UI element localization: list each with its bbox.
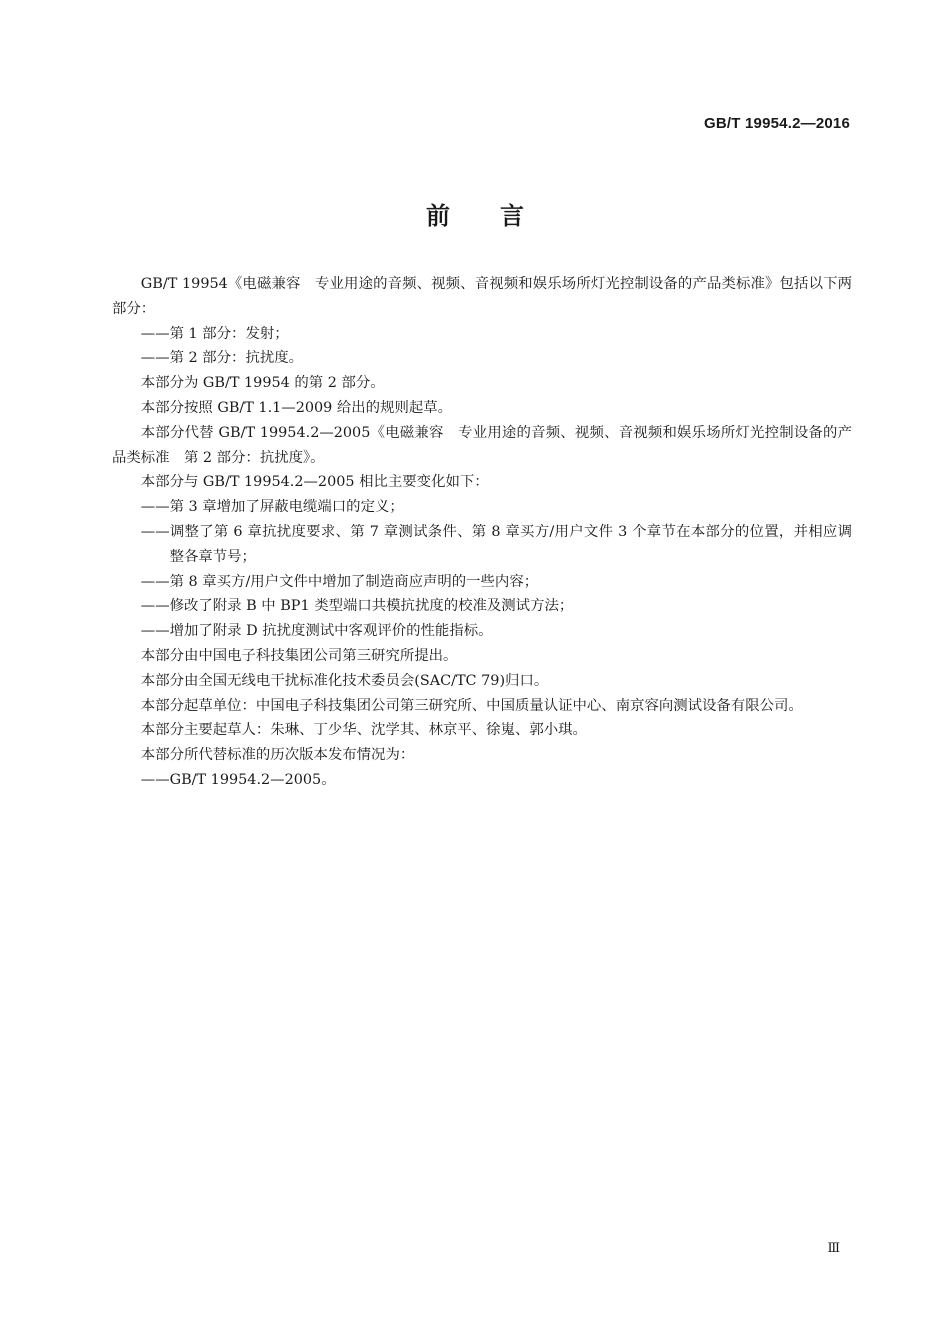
- list-item: ——第 8 章买方/用户文件中增加了制造商应声明的一些内容；: [140, 573, 539, 590]
- paragraph: 本部分由全国无线电干扰标准化技术委员会(SAC/TC 79)归口。: [140, 672, 549, 689]
- paragraph: 本部分代替 GB/T 19954.2—2005《电磁兼容 专业用途的音频、视频、音视频和娱乐场所灯光控制设备的产品类标准 第 2 部分：抗扰度》。: [112, 424, 852, 466]
- list-item: ——调整了第 6 章抗扰度要求、第 7 章测试条件、第 8 章买方/用户文件 3 个章节在本部分的位置，并相应调整各章节号；: [140, 523, 852, 565]
- foreword-body: [112, 272, 852, 793]
- list-item: ——修改了附录 B 中 BP1 类型端口共模抗扰度的校准及测试方法；: [140, 598, 574, 615]
- list-item: ——增加了附录 D 抗扰度测试中客观评价的性能指标。: [140, 623, 493, 640]
- paragraph: 本部分所代替标准的历次版本发布情况为：: [140, 747, 415, 764]
- list-item: ——第 1 部分：发射；: [140, 325, 289, 342]
- paragraph: 本部分与 GB/T 19954.2—2005 相比主要变化如下：: [140, 474, 489, 491]
- paragraph: 本部分主要起草人：朱琳、丁少华、沈学其、林京平、徐嵬、郭小琪。: [140, 722, 587, 739]
- paragraph: 本部分起草单位：中国电子科技集团公司第三研究所、中国质量认证中心、南京容向测试设备有限公司。: [140, 697, 803, 714]
- page-number: Ⅲ: [827, 1241, 840, 1256]
- list-item: ——第 2 部分：抗扰度。: [140, 350, 304, 367]
- standard-number: GB/T 19954.2—2016: [704, 115, 850, 132]
- list-item: ——GB/T 19954.2—2005。: [140, 771, 336, 788]
- paragraph: 本部分为 GB/T 19954 的第 2 部分。: [140, 375, 385, 392]
- list-item: ——第 3 章增加了屏蔽电缆端口的定义；: [140, 499, 404, 516]
- paragraph: 本部分由中国电子科技集团公司第三研究所提出。: [140, 647, 458, 664]
- paragraph: 本部分按照 GB/T 1.1—2009 给出的规则起草。: [140, 399, 453, 416]
- paragraph: GB/T 19954《电磁兼容 专业用途的音频、视频、音视频和娱乐场所灯光控制设备的产品类标准》包括以下两部分：: [112, 276, 852, 317]
- page-title: 前言: [426, 202, 574, 230]
